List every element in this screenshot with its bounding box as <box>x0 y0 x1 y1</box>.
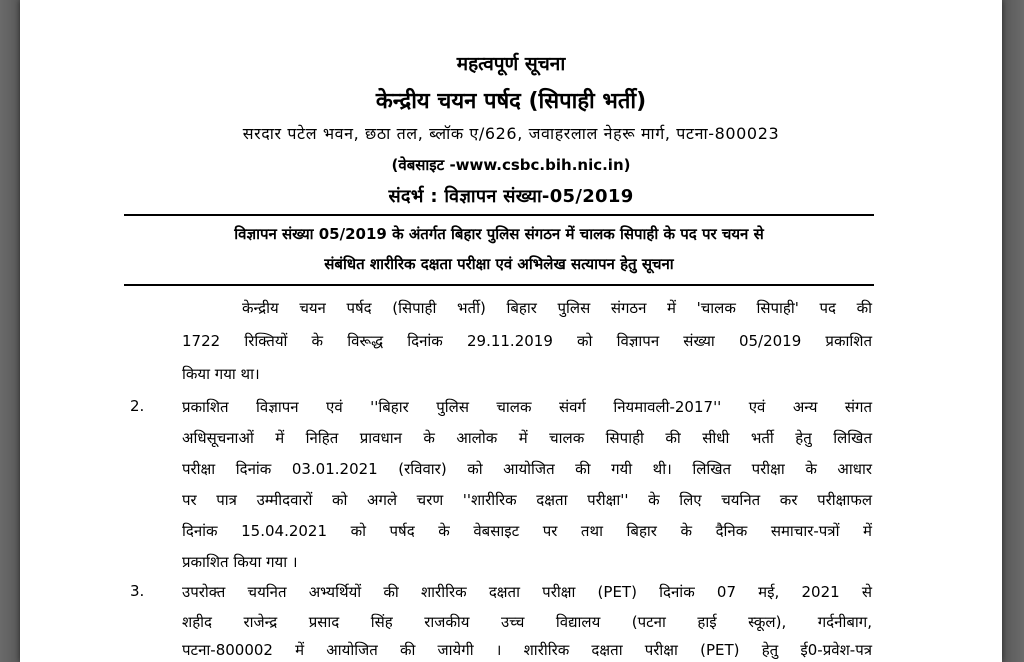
paragraph-3-number: 3. <box>130 582 145 600</box>
document-page <box>20 0 1002 662</box>
paragraph-2-line-6: प्रकाशित किया गया । <box>182 553 298 571</box>
paragraph-3-line-1: उपरोक्त चयनित अभ्यर्थियों की शारीरिक दक्षता परीक्षा (PET) दिनांक 07 मई, 2021 से <box>182 583 872 601</box>
paragraph-2-line-3: परीक्षा दिनांक 03.01.2021 (रविवार) को आयोजित की गयी थी। लिखित परीक्षा के आधार <box>182 460 872 478</box>
subject-box <box>124 214 874 286</box>
organization-name: केन्द्रीय चयन पर्षद (सिपाही भर्ती) <box>375 89 647 114</box>
reference: संदर्भ : विज्ञापन संख्या-05/2019 <box>388 186 634 207</box>
paragraph-2-line-4: पर पात्र उम्मीदवारों को अगले चरण ''शारीरिक दक्षता परीक्षा'' के लिए चयनित कर परीक्षाफल <box>182 491 872 509</box>
paragraph-3-line-2: शहीद राजेन्द्र प्रसाद सिंह राजकीय उच्च विद्यालय (पटना हाई स्कूल), गर्दनीबाग, <box>182 613 872 631</box>
paragraph-2-line-5: दिनांक 15.04.2021 को पर्षद के वेबसाइट पर तथा बिहार के दैनिक समाचार-पत्रों में <box>182 522 872 540</box>
paragraph-2-number: 2. <box>130 397 145 415</box>
paragraph-1-line-3: किया गया था। <box>182 365 260 383</box>
notice-title: महत्वपूर्ण सूचना <box>456 53 566 75</box>
paragraph-1-line-2: 1722 रिक्तियों के विरूद्ध दिनांक 29.11.2019 को विज्ञापन संख्या 05/2019 प्रकाशित <box>182 332 872 350</box>
subject-line-2: संबंधित शारीरिक दक्षता परीक्षा एवं अभिलेख सत्यापन हेतु सूचना <box>324 255 674 273</box>
paragraph-3-line-3: पटना-800002 में आयोजित की जायेगी । शारीरिक दक्षता परीक्षा (PET) हेतु ई0-प्रवेश-पत्र <box>182 641 872 659</box>
paragraph-2-line-1: प्रकाशित विज्ञापन एवं ''बिहार पुलिस चालक संवर्ग नियमावली-2017'' एवं अन्य संगत <box>182 398 872 416</box>
paragraph-2-line-2: अधिसूचनाओं में निहित प्रावधान के आलोक में चालक सिपाही की सीधी भर्ती हेतु लिखित <box>182 429 872 447</box>
website: (वेबसाइट -www.csbc.bih.nic.in) <box>391 156 631 174</box>
subject-line-1: विज्ञापन संख्या 05/2019 के अंतर्गत बिहार पुलिस संगठन में चालक सिपाही के पद पर चयन से <box>234 225 764 243</box>
paragraph-1-line-1: केन्द्रीय चयन पर्षद (सिपाही भर्ती) बिहार पुलिस संगठन में 'चालक सिपाही' पद की <box>242 299 872 317</box>
address: सरदार पटेल भवन, छठा तल, ब्लॉक ए/626, जवाहरलाल नेहरू मार्ग, पटना-800023 <box>242 124 780 143</box>
